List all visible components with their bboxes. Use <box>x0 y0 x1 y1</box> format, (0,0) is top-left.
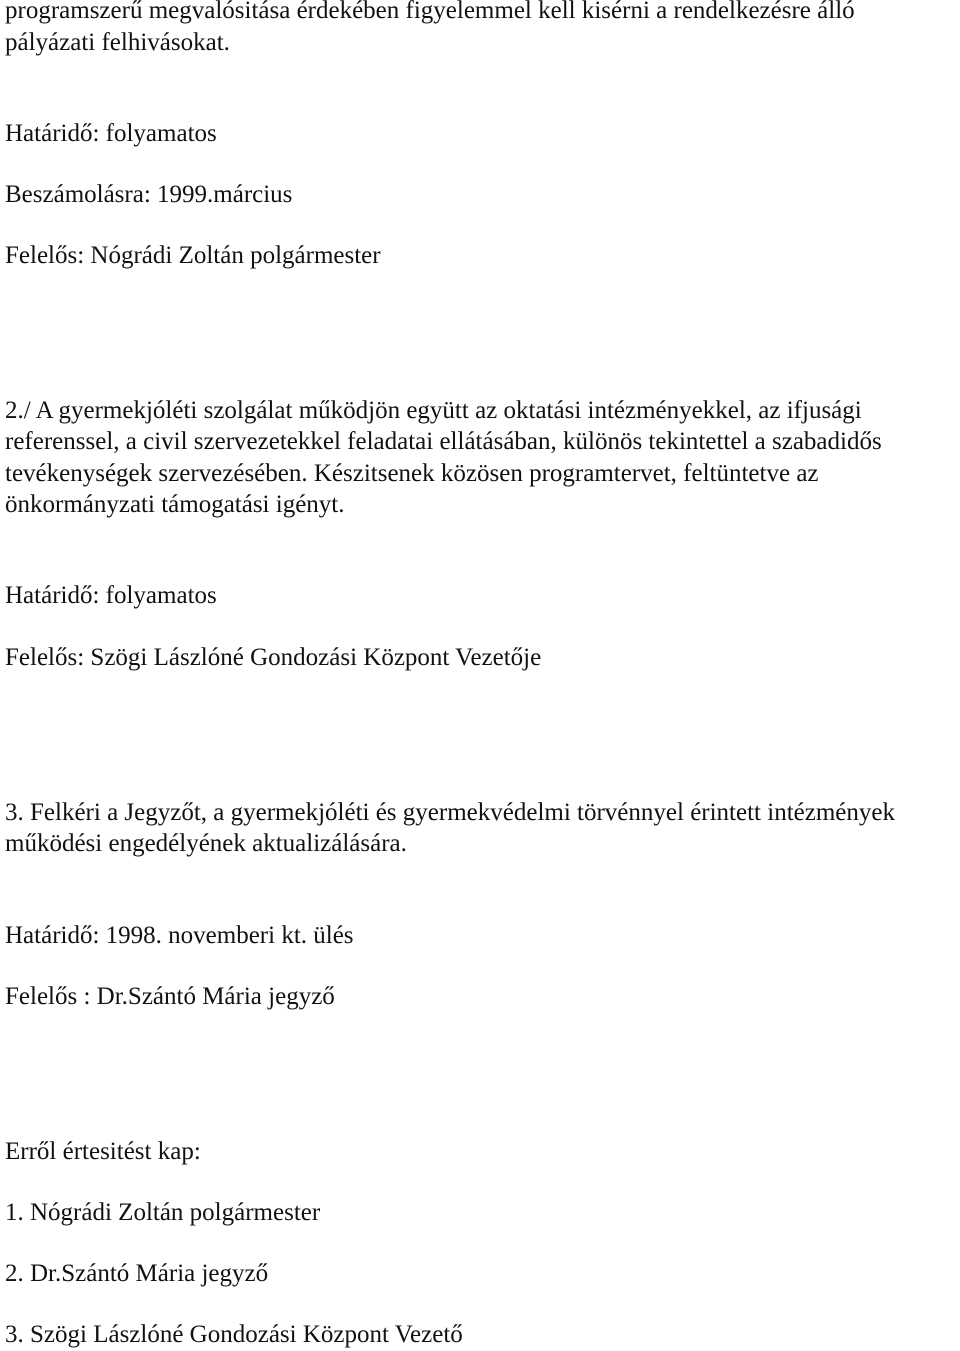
paragraph-line: pályázati felhivásokat. <box>5 29 230 56</box>
deadline-line: Határidő: folyamatos <box>5 120 217 147</box>
responsible-line: Felelős: Szögi Lászlóné Gondozási Központ Vezetője <box>5 644 542 671</box>
paragraph-line: programszerű megvalósitása érdekében figyelemmel kell kisérni a rendelkezésre álló <box>5 0 855 24</box>
item-2-line: 2./ A gyermekjóléti szolgálat működjön együtt az oktatási intézményekkel, az ifjusági <box>5 397 862 424</box>
responsible-line: Felelős : Dr.Szántó Mária jegyző <box>5 983 335 1010</box>
deadline-line: Határidő: 1998. novemberi kt. ülés <box>5 922 354 949</box>
item-2-line: önkormányzati támogatási igényt. <box>5 491 345 518</box>
report-deadline-line: Beszámolásra: 1999.március <box>5 181 293 208</box>
responsible-line: Felelős: Nógrádi Zoltán polgármester <box>5 242 381 269</box>
item-3-line: működési engedélyének aktualizálására. <box>5 830 407 857</box>
notification-heading: Erről értesitést kap: <box>5 1138 201 1165</box>
deadline-line: Határidő: folyamatos <box>5 582 217 609</box>
item-2-line: tevékenységek szervezésében. Készitsenek közösen programtervet, feltüntetve az <box>5 460 819 487</box>
recipient-item: 1. Nógrádi Zoltán polgármester <box>5 1199 321 1226</box>
item-2-line: referenssel, a civil szervezetekkel feladatai ellátásában, különös tekintettel a szabadidős <box>5 428 882 455</box>
item-3-line: 3. Felkéri a Jegyzőt, a gyermekjóléti és gyermekvédelmi törvénnyel érintett intézmények <box>5 799 895 826</box>
recipient-item: 2. Dr.Szántó Mária jegyző <box>5 1260 269 1287</box>
recipient-item: 3. Szögi Lászlóné Gondozási Központ Vezető <box>5 1321 463 1348</box>
